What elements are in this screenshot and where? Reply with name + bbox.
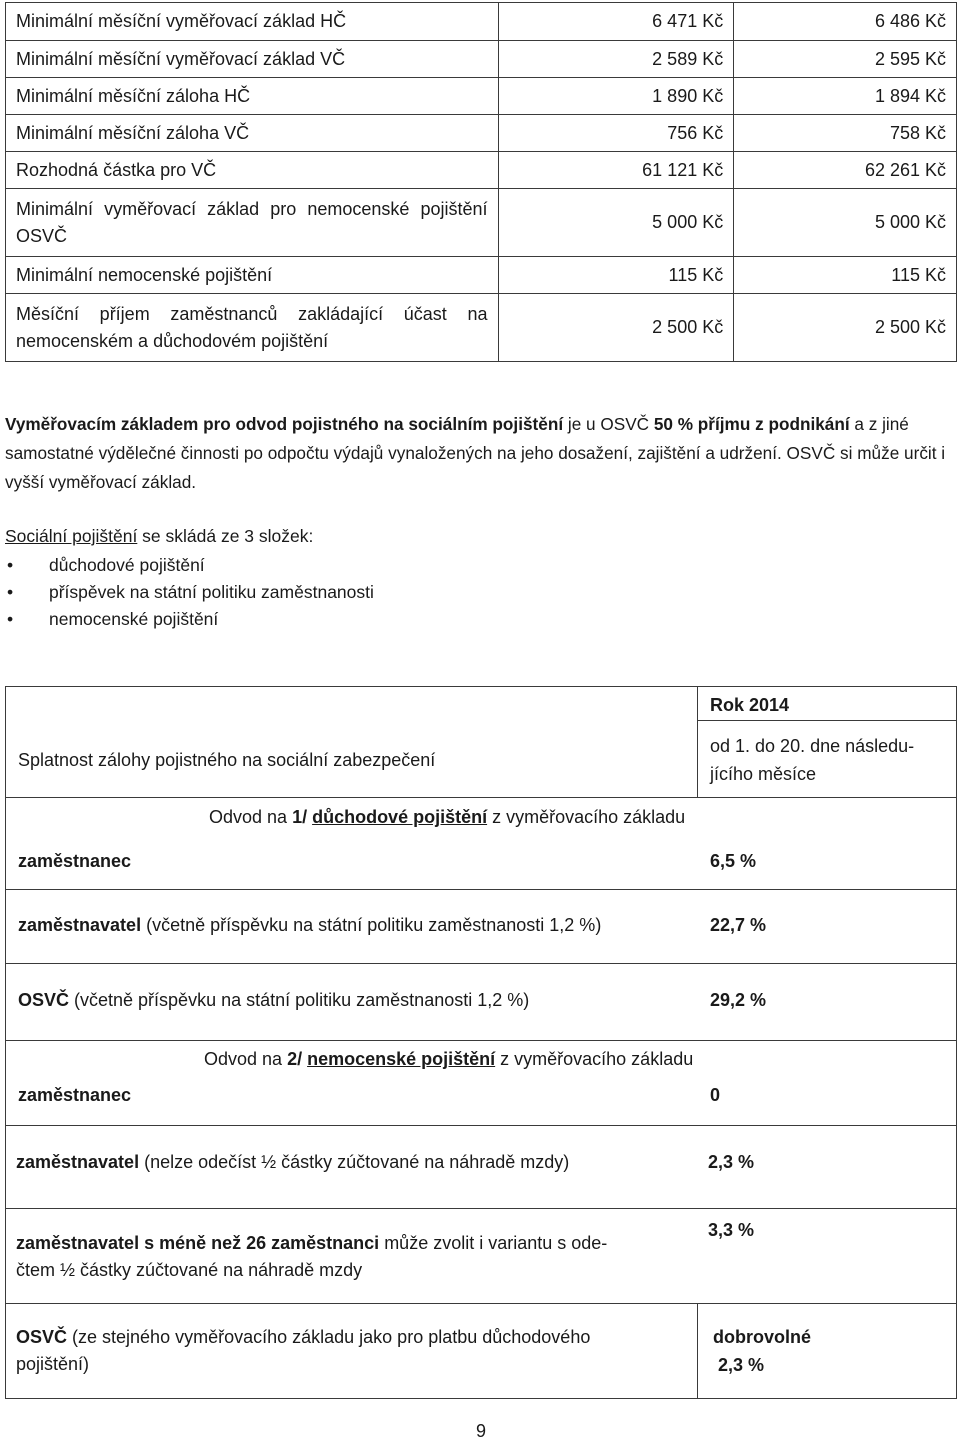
paragraph-text-1: je u OSVČ (563, 414, 654, 434)
list-item: • nemocenské pojištění (5, 606, 374, 633)
osvc-note: (včetně příspěvku na státní politiku zaměstnanosti 1,2 %) (69, 990, 530, 1010)
row-value-2: 2 500 Kč (734, 294, 957, 362)
small-employer-row-line-1 (16, 1230, 607, 1257)
row-label: Minimální nemocenské pojištění (6, 257, 499, 294)
row-value-1: 61 121 Kč (498, 152, 734, 189)
table-row (6, 294, 957, 362)
social-components-list (5, 552, 374, 633)
heading-number: 2/ (287, 1049, 308, 1069)
heading-text: Odvod na (204, 1049, 288, 1069)
table-row (6, 152, 957, 189)
row-label: Minimální měsíční záloha HČ (6, 78, 499, 115)
year-header: Rok 2014 (710, 695, 790, 715)
table-row (6, 3, 957, 41)
row-value-1: 2 500 Kč (498, 294, 734, 362)
paragraph-text-2: a z jiné samostatné výdělečné činnosti po odpočtu výdajů vynaložených na jeho dosažení, zajištění a udržení. OSVČ si může určit i vyšší vyměřovací základ. (5, 414, 946, 492)
row-value-1: 6 471 Kč (498, 3, 734, 41)
sickness-section-heading (204, 1046, 693, 1073)
row-value-2: 5 000 Kč (734, 189, 957, 257)
table-border (5, 1398, 957, 1399)
row-value-1: 2 589 Kč (498, 41, 734, 78)
paragraph-bold-1: Vyměřovacím základem pro odvod pojistného na sociálním pojištění (5, 414, 564, 434)
due-date-value-line-2: jícího měsíce (710, 764, 817, 784)
row-value-2: 62 261 Kč (734, 152, 957, 189)
small-employer-label: zaměstnavatel s méně než 26 zaměstnanci (16, 1233, 380, 1253)
heading-text: z vyměřovacího základu (495, 1049, 694, 1069)
heading-number: 1/ (292, 807, 313, 827)
small-employer-rate: 3,3 % (708, 1220, 755, 1240)
osvc-label: OSVČ (16, 1327, 68, 1347)
row-value-1: 115 Kč (498, 257, 734, 294)
table-border (5, 686, 6, 1399)
row-value-2: 758 Kč (734, 115, 957, 152)
due-date-value-line-1: od 1. do 20. dne následu- (710, 736, 915, 756)
row-label: Minimální měsíční vyměřovací základ VČ (6, 41, 499, 78)
table-border (5, 797, 957, 798)
table-row (6, 78, 957, 115)
employer-row-label (18, 912, 601, 939)
list-item: • příspěvek na státní politiku zaměstnanosti (5, 579, 374, 606)
pension-section-heading (209, 804, 685, 831)
osvc-sickness-value-line-2: 2,3 % (718, 1355, 765, 1375)
row-value-1: 756 Kč (498, 115, 734, 152)
employer-rate: 2,3 % (708, 1152, 755, 1172)
table-border (5, 889, 957, 890)
employer-note: (včetně příspěvku na státní politiku zaměstnanosti 1,2 %) (141, 915, 602, 935)
employer-note: (nelze odečíst ½ částky zúčtované na náhradě mzdy) (139, 1152, 570, 1172)
row-label: Minimální měsíční vyměřovací základ HČ (6, 3, 499, 41)
list-item: • důchodové pojištění (5, 552, 374, 579)
small-employer-row-line-2: čtem ½ částky zúčtované na náhradě mzdy (16, 1260, 363, 1280)
row-value-1: 1 890 Kč (498, 78, 734, 115)
table-border (956, 686, 957, 1399)
osvc-rate: 29,2 % (710, 990, 767, 1010)
osvc-sickness-row-line-2: pojištění) (16, 1354, 90, 1374)
heading-text: z vyměřovacího základu (487, 807, 686, 827)
heading-text: Odvod na (209, 807, 293, 827)
heading-term: důchodové pojištění (312, 807, 488, 827)
employee-rate: 0 (710, 1085, 721, 1105)
osvc-sickness-value-line-1: dobrovolné (713, 1327, 811, 1347)
employer-label: zaměstnavatel (16, 1152, 140, 1172)
table-border (5, 1303, 957, 1304)
osvc-note: (ze stejného vyměřovacího základu jako pro platbu důchodového (67, 1327, 591, 1347)
table-row (6, 41, 957, 78)
employee-label: zaměstnanec (18, 851, 132, 871)
osvc-row-label (18, 987, 529, 1014)
table-border (5, 1208, 957, 1209)
table-border (5, 686, 957, 687)
employer-row-label (16, 1149, 569, 1176)
row-value-2: 1 894 Kč (734, 78, 957, 115)
table-row (6, 115, 957, 152)
table-border (5, 1040, 957, 1041)
paragraph-bold-2: 50 % příjmu z podnikání (653, 414, 850, 434)
table-border (697, 720, 957, 721)
small-employer-note: může zvolit i variantu s ode- (379, 1233, 608, 1253)
employer-rate: 22,7 % (710, 915, 767, 935)
osvc-label: OSVČ (18, 990, 70, 1010)
assessment-base-paragraph (5, 410, 955, 497)
row-value-1: 5 000 Kč (498, 189, 734, 257)
social-insurance-term: Sociální pojištění (5, 526, 138, 546)
table-border (5, 1125, 957, 1126)
due-date-label: Splatnost zálohy pojistného na sociální zabezpečení (18, 750, 436, 770)
table-border (697, 1303, 698, 1398)
row-label: Rozhodná částka pro VČ (6, 152, 499, 189)
minimum-values-table (5, 2, 957, 362)
row-value-2: 2 595 Kč (734, 41, 957, 78)
table-border (697, 686, 698, 797)
employee-label: zaměstnanec (18, 1085, 132, 1105)
social-insurance-lead-text: se skládá ze 3 složek: (137, 526, 314, 546)
table-row (6, 257, 957, 294)
social-insurance-lead (5, 523, 313, 550)
employee-rate: 6,5 % (710, 851, 757, 871)
row-label: Měsíční příjem zaměstnanců zakládající účast na nemocenském a důchodovém pojištění (6, 294, 499, 362)
table-border (5, 963, 957, 964)
row-label: Minimální vyměřovací základ pro nemocenské pojištění OSVČ (6, 189, 499, 257)
row-value-2: 6 486 Kč (734, 3, 957, 41)
employer-label: zaměstnavatel (18, 915, 142, 935)
row-value-2: 115 Kč (734, 257, 957, 294)
page-number: 9 (476, 1421, 487, 1441)
osvc-sickness-row-line-1 (16, 1324, 590, 1351)
row-label: Minimální měsíční záloha VČ (6, 115, 499, 152)
heading-term: nemocenské pojištění (307, 1049, 496, 1069)
table-row (6, 189, 957, 257)
